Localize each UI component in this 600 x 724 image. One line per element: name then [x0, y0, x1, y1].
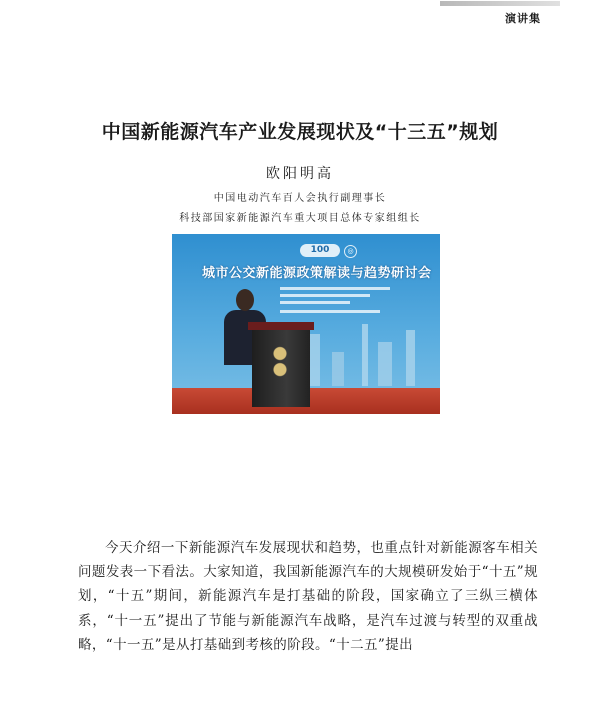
photo-info-line: [280, 294, 370, 297]
photo-info-line: [280, 287, 390, 290]
photo-banner-text: 城市公交新能源政策解读与趋势研讨会: [202, 266, 432, 281]
photo-info-line: [280, 301, 350, 304]
article-author: 欧阳明高: [266, 166, 334, 182]
photo-podium-top: [248, 322, 314, 330]
author-affiliation-1: 中国电动汽车百人会执行副理事长: [213, 193, 387, 204]
author-affiliation-2: 科技部国家新能源汽车重大项目总体专家组组长: [179, 213, 421, 224]
photo-info-line: [280, 310, 380, 313]
body-paragraph: 今天介绍一下新能源汽车发展现状和趋势，也重点针对新能源客车相关问题发表一下看法。大家知道，我国新能源汽车的大规模研发始于“十五”规划，“十五”期间，新能源汽车是打基础的阶段，国家确立了三纵三横体系，“十一五”提出了节能与新能源汽车战略，是汽车过渡与转型的双重战略，“十一五”是从打基础到考核的阶段。“十二五”提出: [78, 540, 538, 653]
photo-speaker-head: [236, 289, 254, 311]
header-section-label: 演讲集: [505, 12, 541, 25]
article-title: 中国新能源汽车产业发展现状及“十三五”规划: [101, 121, 499, 143]
photo-logo-mark-icon: ◎: [344, 245, 357, 258]
header-rule: [440, 1, 560, 6]
article-body: [78, 536, 538, 657]
photo-podium-emblem: [268, 342, 292, 388]
photo-event-logo: 100: [300, 244, 340, 257]
speaker-photo: [172, 234, 440, 414]
